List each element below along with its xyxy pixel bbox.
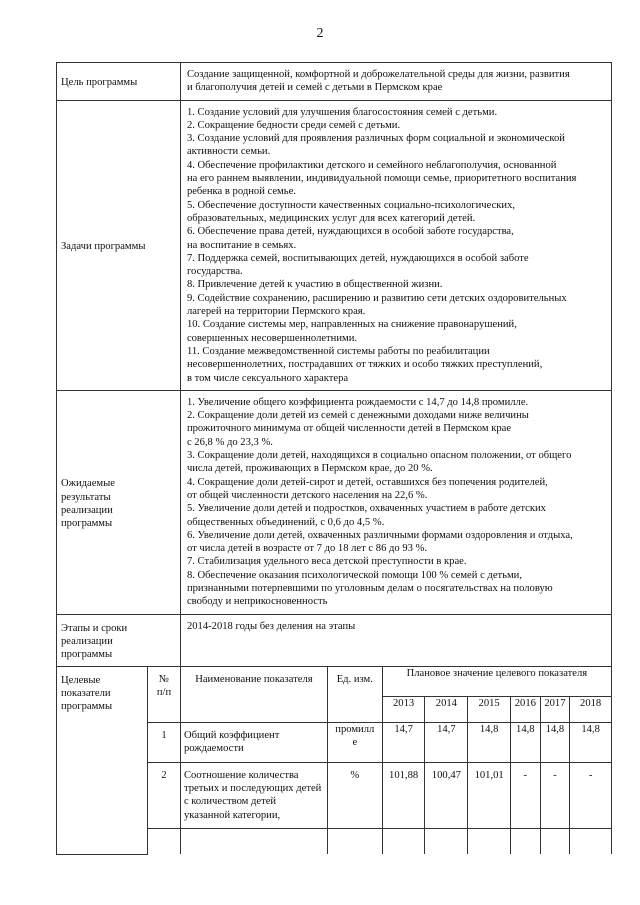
- tasks-row: [57, 100, 612, 390]
- goal-row: [57, 63, 612, 101]
- results-value: 1. Увеличение общего коэффициента рождаемости с 14,7 до 14,8 промилле. 2. Сокращение доли детей из семей с денежными доходами ниже величины прожиточного минимума от общей численности детей в Пермском крае с 26,8 % до 23,3 %. 3. Сокращение доли детей, находящихся в социально опасном положении, от общего числа детей, проживающих в Пермском крае, до 20 %. 4. Сокращение доли детей-сирот и детей, оставшихся без попечения родителей, от общей численности детского населения на 22,6 %. 5. Увеличение доли детей и подростков, охваченных участием в работе детских общественных объединений, с 0,6 до 4,5 %. 6. Увеличение доли детей, охваченных различными формами оздоровления и отдыха, от числа детей в возрасте от 7 до 18 лет с 86 до 93 %. 7. Стабилизация удельного веса детской преступности в крае. 8. Обеспечение оказания психологической помощи 100 % семей с детьми, признанными потерпевшими по уголовным делам о посягательствах на половую свободу и неприкосновенность: [180, 390, 611, 614]
- col-unit-header: Ед. изм.: [327, 666, 382, 722]
- year-cell: 2014: [425, 696, 468, 722]
- indicators-header-row: [57, 666, 612, 696]
- col-num-header: № п/п: [148, 666, 181, 722]
- page-number: 2: [316, 26, 324, 41]
- tasks-label: Задачи программы: [57, 100, 181, 390]
- indicator-value: -: [511, 762, 541, 828]
- indicator-value: 14,8: [511, 722, 541, 762]
- indicator-num: 1: [148, 722, 181, 762]
- col-name-header: Наименование показателя: [180, 666, 327, 722]
- indicator-name: Общий коэффициент рождаемости: [180, 722, 327, 762]
- program-passport-table: [56, 62, 612, 855]
- year-cell: 2013: [382, 696, 425, 722]
- results-row: [57, 390, 612, 614]
- goal-label: Цель программы: [57, 63, 181, 101]
- indicator-value: 14,7: [382, 722, 425, 762]
- indicator-name: Соотношение количества третьих и последующих детей с количеством детей указанной категории,: [180, 762, 327, 828]
- stages-label: Этапы и сроки реализации программы: [57, 614, 181, 666]
- indicator-value: 14,7: [425, 722, 468, 762]
- year-cell: 2016: [511, 696, 541, 722]
- indicator-value: 101,88: [382, 762, 425, 828]
- indicator-value: 14,8: [468, 722, 511, 762]
- indicator-value: 101,01: [468, 762, 511, 828]
- stages-row: [57, 614, 612, 666]
- indicators-label: Целевые показатели программы: [57, 666, 148, 854]
- results-label: Ожидаемые результаты реализации программы: [57, 390, 181, 614]
- indicator-value: -: [540, 762, 570, 828]
- indicator-value: 14,8: [540, 722, 570, 762]
- col-plan-header: Плановое значение целевого показателя: [382, 666, 611, 696]
- indicator-value: 100,47: [425, 762, 468, 828]
- year-cell: 2018: [570, 696, 612, 722]
- stages-value: 2014-2018 годы без деления на этапы: [180, 614, 611, 666]
- goal-value: Создание защищенной, комфортной и доброжелательной среды для жизни, развития и благополучия детей и семей с детьми в Пермском крае: [180, 63, 611, 101]
- year-cell: 2017: [540, 696, 570, 722]
- indicator-num: 2: [148, 762, 181, 828]
- indicator-unit: %: [327, 762, 382, 828]
- year-cell: 2015: [468, 696, 511, 722]
- indicator-value: -: [570, 762, 612, 828]
- indicator-unit: промилл е: [327, 722, 382, 762]
- indicator-value: 14,8: [570, 722, 612, 762]
- tasks-value: 1. Создание условий для улучшения благосостояния семей с детьми. 2. Сокращение бедности среди семей с детьми. 3. Создание условий для проявления различных форм социальной и экономической активности семьи. 4. Обеспечение профилактики детского и семейного неблагополучия, основанной на его раннем выявлении, индивидуальной помощи семье, приоритетного воспитания ребенка в родной семье. 5. Обеспечение доступности качественных социально-психологических, образовательных, медицинских услуг для всех категорий детей. 6. Обеспечение права детей, нуждающихся в особой заботе государства, на воспитание в семьях. 7. Поддержка семей, воспитывающих детей, нуждающихся в особой заботе государства. 8. Привлечение детей к участию в общественной жизни. 9. Содействие сохранению, расширению и развитию сети детских оздоровительных лагерей на территории Пермского края. 10. Создание системы мер, направленных на снижение правонарушений, совершенных несовершеннолетними. 11. Создание межведомственной системы работы по реабилитации несовершеннолетних, пострадавших от тяжких и особо тяжких преступлений, в том числе сексуального характера: [180, 100, 611, 390]
